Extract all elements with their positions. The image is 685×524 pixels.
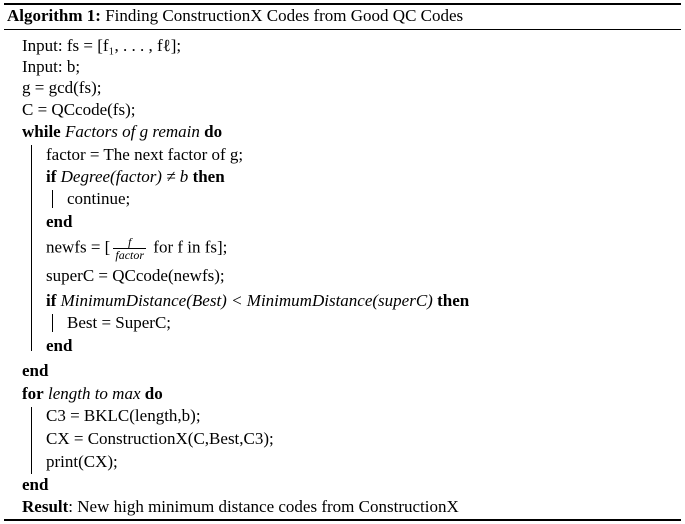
line-best: Best = SuperC;: [67, 313, 172, 332]
fraction-denominator: factor: [115, 248, 145, 262]
for-end-keyword: end: [22, 475, 49, 494]
line-if2: [46, 291, 469, 311]
line-for-end: [22, 475, 48, 495]
line-input-b: Input: b;: [22, 57, 81, 76]
caption-label: Algorithm 1:: [7, 6, 101, 25]
while-block-bar: [31, 145, 32, 351]
result-text: : New high minimum distance codes from ConstructionX: [68, 497, 459, 516]
newfs-suffix: for f in fs];: [153, 237, 228, 257]
line-factor: factor = The next factor of g;: [46, 145, 244, 164]
if1-block-bar: [52, 190, 53, 208]
line-while: [22, 122, 222, 142]
line-gcd: g = gcd(fs);: [22, 78, 102, 97]
line-if2-end: [46, 336, 72, 356]
if2-end-keyword: end: [46, 336, 73, 355]
line-newfs: [46, 236, 227, 261]
if2-then-keyword: then: [437, 291, 470, 310]
if2-keyword: if: [46, 291, 57, 310]
line-result: [22, 497, 459, 517]
line-input-fs: Input: fs = [f₁, . . . , fℓ];: [22, 36, 182, 55]
line-while-end: [22, 361, 48, 381]
line-cx: CX = ConstructionX(C,Best,C3);: [46, 429, 274, 448]
algorithm-caption: [7, 6, 463, 26]
fraction-numerator: f: [128, 235, 132, 249]
line-if1-end: [46, 212, 72, 232]
newfs-prefix: newfs = [: [46, 237, 111, 257]
bottom-rule: [4, 519, 681, 521]
newfs-fraction: [113, 236, 146, 261]
line-superc: superC = QCcode(newfs);: [46, 266, 225, 285]
caption-title: Finding ConstructionX Codes from Good QC Codes: [105, 6, 464, 25]
line-for: [22, 384, 163, 404]
line-qccode: C = QCcode(fs);: [22, 100, 136, 119]
while-condition: Factors of g remain: [64, 122, 200, 141]
if1-condition: Degree(factor) ≠ b: [60, 167, 189, 186]
for-do-keyword: do: [144, 384, 163, 403]
top-rule: [4, 3, 681, 5]
if1-keyword: if: [46, 167, 57, 186]
for-block-bar: [31, 407, 32, 474]
while-end-keyword: end: [22, 361, 49, 380]
do-keyword: do: [204, 122, 223, 141]
if1-then-keyword: then: [192, 167, 225, 186]
if1-end-keyword: end: [46, 212, 73, 231]
if2-block-bar: [52, 314, 53, 332]
line-print: print(CX);: [46, 452, 118, 471]
for-condition: length to max: [47, 384, 141, 403]
for-keyword: for: [22, 384, 44, 403]
line-continue: continue;: [67, 189, 131, 208]
while-keyword: while: [22, 122, 61, 141]
line-if1: [46, 167, 225, 187]
line-c3: C3 = BKLC(length,b);: [46, 406, 201, 425]
caption-rule: [4, 29, 681, 30]
result-keyword: Result: [22, 497, 69, 516]
if2-condition: MinimumDistance(Best) < MinimumDistance(superC): [60, 291, 433, 310]
